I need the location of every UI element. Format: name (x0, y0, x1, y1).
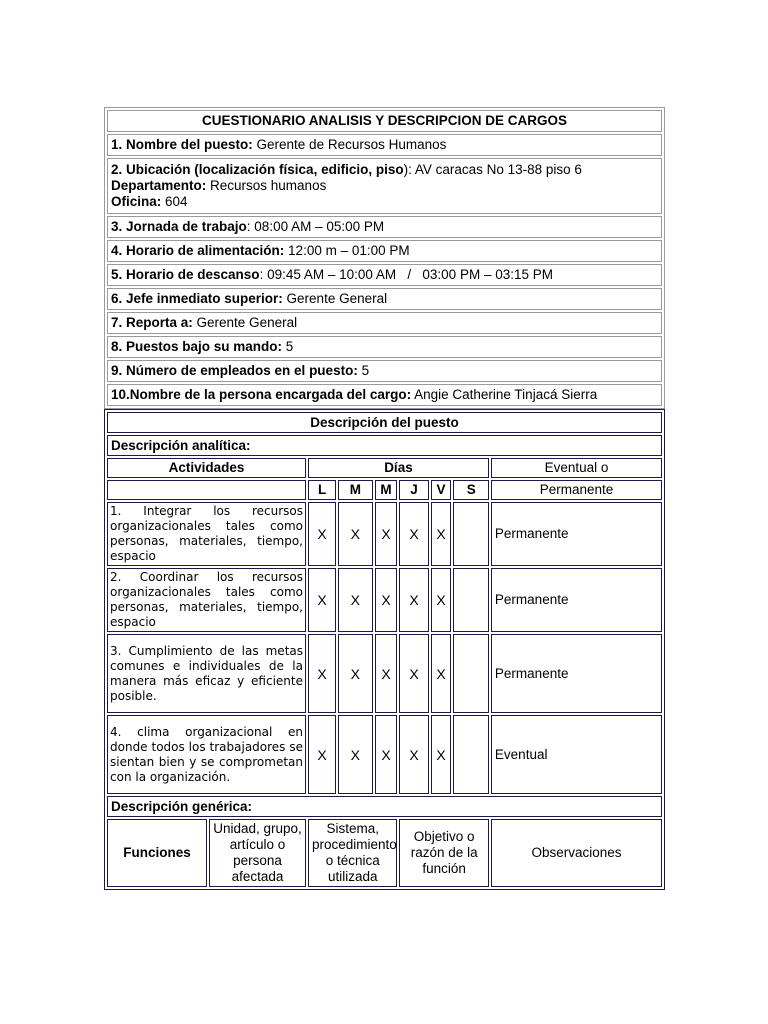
day-mark: X (375, 502, 398, 566)
field-persona: 10.Nombre de la persona encargada del cargo: Angie Catherine Tinjacá Sierra (107, 384, 662, 406)
activity-text: 1. Integrar los recursos organizacionales tales como personas, materiales, tiempo, espacio (107, 502, 306, 566)
day-mark: X (399, 502, 428, 566)
sistema-header: Sistema, procedimiento o técnica utilizada (308, 819, 397, 887)
activity-row (107, 634, 662, 713)
field-jefe: 6. Jefe inmediato superior: Gerente General (107, 288, 662, 310)
activity-text: 4. clima organizacional en donde todos los trabajadores se sientan bien y se comprometan con la organización. (107, 715, 306, 794)
day-mark: X (431, 634, 452, 713)
day-header-l: L (308, 480, 336, 500)
activity-row (107, 502, 662, 566)
field-puestos-mando: 8. Puestos bajo su mando: 5 (107, 336, 662, 358)
description-title: Descripción del puesto (107, 412, 662, 433)
job-description-table (104, 409, 665, 890)
day-mark: X (338, 502, 372, 566)
eventual-header: Eventual o (491, 458, 662, 478)
day-header-s: S (453, 480, 488, 500)
field-reporta: 7. Reporta a: Gerente General (107, 312, 662, 334)
activities-subheader-empty (107, 480, 306, 500)
observaciones-header: Observaciones (491, 819, 662, 887)
day-mark: X (338, 634, 372, 713)
generic-description-label: Descripción genérica: (107, 796, 662, 817)
funciones-header: Funciones (107, 819, 207, 887)
day-mark (453, 568, 488, 632)
job-info-table (104, 107, 665, 409)
questionnaire-sheet (104, 107, 665, 890)
permanente-header: Permanente (491, 480, 662, 500)
day-mark: X (308, 715, 336, 794)
day-mark: X (308, 568, 336, 632)
activity-text: 3. Cumplimiento de las metas comunes e individuales de la manera más eficaz y eficiente posible. (107, 634, 306, 713)
day-mark: X (399, 715, 428, 794)
field-nombre-puesto: 1. Nombre del puesto: Gerente de Recursos Humanos (107, 134, 662, 156)
day-header-m2: M (375, 480, 398, 500)
day-mark: X (338, 568, 372, 632)
day-mark: X (375, 715, 398, 794)
field-jornada: 3. Jornada de trabajo: 08:00 AM – 05:00 PM (107, 216, 662, 238)
day-mark (453, 715, 488, 794)
day-header-v: V (431, 480, 452, 500)
day-header-j: J (399, 480, 428, 500)
day-mark: X (431, 502, 452, 566)
days-header: Días (308, 458, 489, 478)
activity-type: Permanente (491, 634, 662, 713)
objetivo-header: Objetivo o razón de la función (399, 819, 488, 887)
unidad-header: Unidad, grupo, artículo o persona afectada (209, 819, 306, 887)
day-mark: X (431, 715, 452, 794)
activity-type: Permanente (491, 502, 662, 566)
activity-row (107, 715, 662, 794)
day-mark: X (399, 568, 428, 632)
field-alimentacion: 4. Horario de alimentación: 12:00 m – 01:00 PM (107, 240, 662, 262)
day-mark: X (375, 634, 398, 713)
day-mark: X (431, 568, 452, 632)
activity-row (107, 568, 662, 632)
field-num-empleados: 9. Número de empleados en el puesto: 5 (107, 360, 662, 382)
activities-header: Actividades (107, 458, 306, 478)
day-mark: X (308, 634, 336, 713)
field-descanso: 5. Horario de descanso: 09:45 AM – 10:00 AM / 03:00 PM – 03:15 PM (107, 264, 662, 286)
document-title: CUESTIONARIO ANALISIS Y DESCRIPCION DE CARGOS (107, 110, 662, 132)
day-header-m1: M (338, 480, 372, 500)
activity-type: Permanente (491, 568, 662, 632)
analytic-description-label: Descripción analítica: (107, 435, 662, 456)
day-mark (453, 634, 488, 713)
day-mark: X (338, 715, 372, 794)
day-mark (453, 502, 488, 566)
field-ubicacion: 2. Ubicación (localización física, edificio, piso): AV caracas No 13-88 piso 6 Departamento: Recursos humanos Oficina: 604 (107, 158, 662, 214)
activity-text: 2. Coordinar los recursos organizacionales tales como personas, materiales, tiempo, espacio (107, 568, 306, 632)
day-mark: X (399, 634, 428, 713)
activity-type: Eventual (491, 715, 662, 794)
day-mark: X (375, 568, 398, 632)
day-mark: X (308, 502, 336, 566)
